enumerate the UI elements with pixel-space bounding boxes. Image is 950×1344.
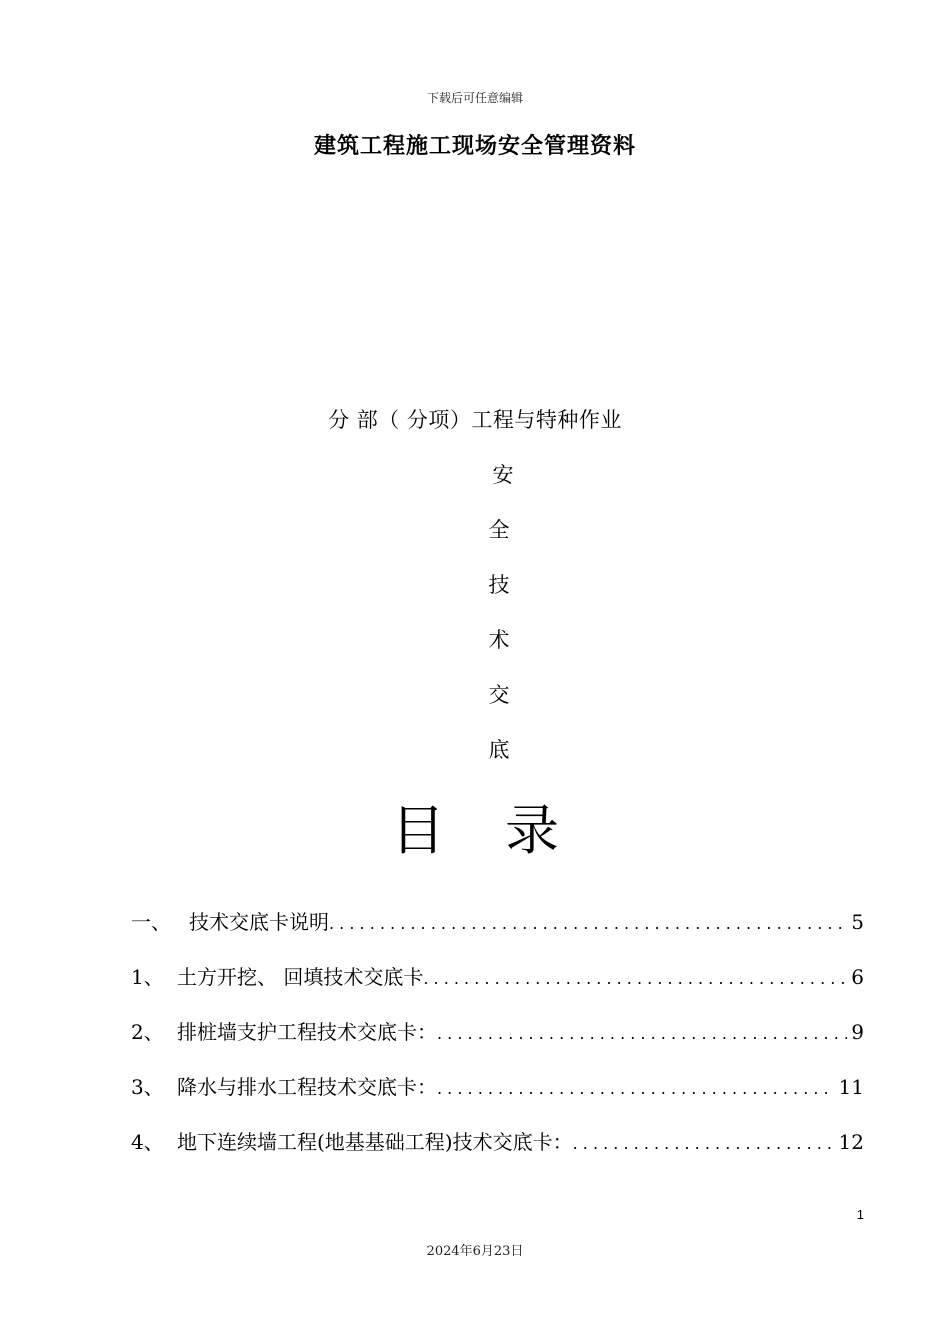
- toc-entry-number: 一、: [131, 910, 171, 934]
- vertical-title-char: 技: [488, 573, 510, 597]
- document-title: 建筑工程施工现场安全管理资料: [313, 134, 636, 159]
- toc-entry-label: 排桩墙支护工程技术交底卡：: [177, 1020, 437, 1044]
- toc-entry[interactable]: [131, 1016, 864, 1052]
- toc-leader-dots: [423, 969, 847, 988]
- toc-leader-dots: [437, 1079, 835, 1098]
- toc-entry-number: 1、: [131, 965, 164, 989]
- toc-leader-dots: [573, 1134, 835, 1153]
- toc-leader-dots: [329, 914, 847, 933]
- toc-entry-label: 技术交底卡说明: [189, 910, 329, 934]
- toc-entry[interactable]: [131, 961, 864, 997]
- toc-leader-dots: [437, 1024, 847, 1043]
- toc-entry-label: 降水与排水工程技术交底卡：: [177, 1075, 437, 1099]
- toc-heading-char: 录: [505, 799, 559, 862]
- toc-entry[interactable]: [131, 1126, 864, 1162]
- toc-entry-label: 土方开挖、 回填技术交底卡: [177, 965, 424, 989]
- page-number: 1: [856, 1207, 864, 1222]
- toc-heading-char: 目: [391, 799, 445, 862]
- vertical-title-char: 交: [488, 683, 510, 707]
- toc-entry[interactable]: [131, 906, 864, 942]
- document-subtitle: 分 部（ 分项）工程与特种作业: [328, 408, 622, 432]
- toc-entry-page: 12: [838, 1130, 864, 1154]
- toc-entry-number: 3、: [131, 1075, 164, 1099]
- download-note: 下载后可任意编辑: [426, 91, 523, 105]
- toc-entry-page: 6: [851, 965, 864, 989]
- toc-entry-page: 5: [851, 910, 864, 934]
- vertical-title-char: 底: [488, 738, 510, 762]
- footer-date: 2024年6月23日: [426, 1244, 524, 1259]
- toc-heading: [0, 788, 950, 865]
- toc-entry[interactable]: [131, 1071, 864, 1107]
- toc-entry-number: 2、: [131, 1020, 164, 1044]
- toc-entry-page: 11: [838, 1075, 864, 1099]
- vertical-title-char: 术: [488, 628, 510, 652]
- toc-entry-page: 9: [851, 1020, 864, 1044]
- toc-entry-label: 地下连续墙工程(地基基础工程)技术交底卡：: [177, 1130, 573, 1154]
- vertical-title-char: 安: [492, 463, 514, 487]
- toc-entry-number: 4、: [131, 1130, 164, 1154]
- vertical-title-char: 全: [488, 518, 510, 542]
